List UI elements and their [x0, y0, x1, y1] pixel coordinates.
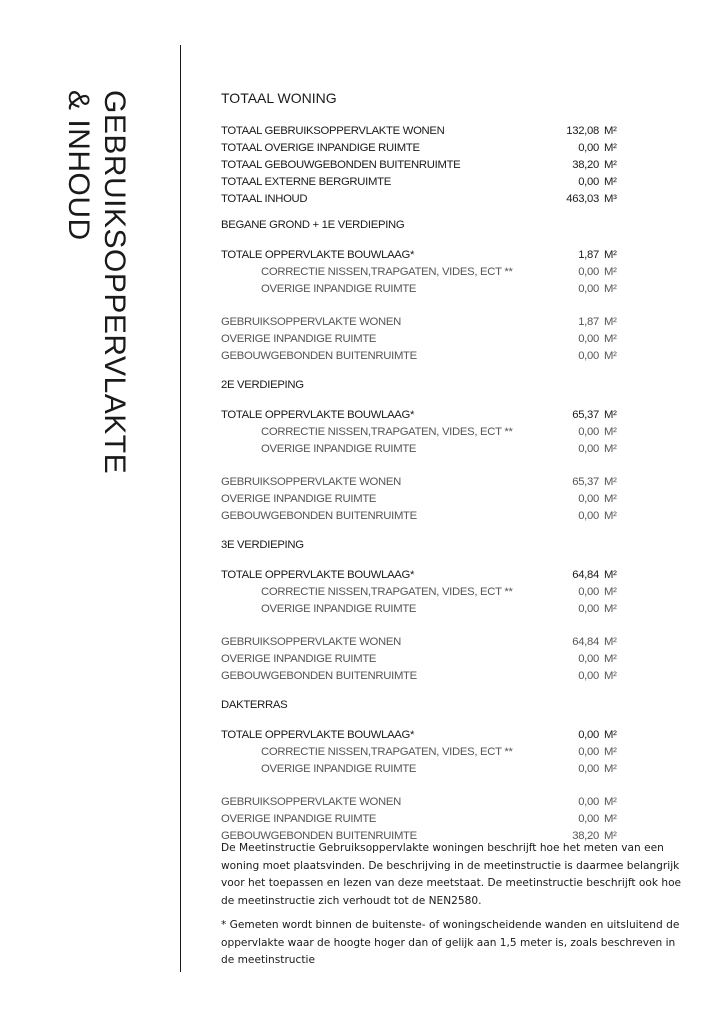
floor-section [221, 217, 621, 364]
row-label: GEBOUWGEBONDEN BUITENRUIMTE [221, 509, 417, 522]
row-unit: M² [604, 762, 617, 775]
row-label: OVERIGE INPANDIGE RUIMTE [221, 492, 377, 505]
row-unit: M² [604, 745, 617, 758]
row-label: CORRECTIE NISSEN,TRAPGATEN, VIDES, ECT ** [261, 425, 513, 438]
floor-row [221, 793, 621, 810]
row-label: GEBOUWGEBONDEN BUITENRUIMTE [221, 349, 417, 362]
row-value: 64,84 [572, 635, 599, 648]
row-unit: M³ [604, 192, 617, 205]
row-label: TOTALE OPPERVLAKTE BOUWLAAG* [221, 728, 415, 741]
row-value: 132,08 [566, 124, 599, 137]
row-unit: M² [604, 175, 617, 188]
floor-title: BEGANE GROND + 1E VERDIEPING [221, 219, 405, 231]
row-unit: M² [604, 141, 617, 154]
row-unit: M² [604, 795, 617, 808]
floor-row [221, 473, 621, 490]
side-title-line1: GEBRUIKSOPPERVLAKTE [98, 90, 131, 475]
floor-sub-row [221, 263, 621, 280]
row-unit: M² [604, 652, 617, 665]
measurement-content [221, 88, 621, 844]
row-value: 0,00 [578, 425, 599, 438]
floor-sub-row [221, 423, 621, 440]
row-value: 0,00 [578, 349, 599, 362]
row-label: OVERIGE INPANDIGE RUIMTE [221, 812, 377, 825]
vertical-divider [180, 45, 181, 972]
row-value: 0,00 [578, 669, 599, 682]
row-label: TOTAAL GEBRUIKSOPPERVLAKTE WONEN [221, 124, 445, 137]
row-value: 0,00 [578, 442, 599, 455]
row-unit: M² [604, 349, 617, 362]
row-value: 463,03 [566, 192, 599, 205]
row-unit: M² [604, 829, 617, 842]
row-value: 0,00 [578, 509, 599, 522]
row-unit: M² [604, 282, 617, 295]
row-label: TOTAAL GEBOUWGEBONDEN BUITENRUIMTE [221, 158, 461, 171]
row-label: CORRECTIE NISSEN,TRAPGATEN, VIDES, ECT ** [261, 585, 513, 598]
row-label: OVERIGE INPANDIGE RUIMTE [261, 762, 417, 775]
row-value: 1,87 [578, 248, 599, 261]
row-unit: M² [604, 568, 617, 581]
floor-row [221, 667, 621, 684]
row-label: OVERIGE INPANDIGE RUIMTE [221, 332, 377, 345]
row-unit: M² [604, 124, 617, 137]
row-value: 0,00 [578, 175, 599, 188]
row-value: 0,00 [578, 745, 599, 758]
row-value: 38,20 [572, 829, 599, 842]
row-label: GEBRUIKSOPPERVLAKTE WONEN [221, 795, 401, 808]
row-unit: M² [604, 635, 617, 648]
floor-section [221, 697, 621, 844]
row-unit: M² [604, 248, 617, 261]
floor-title: DAKTERRAS [221, 699, 288, 711]
row-unit: M² [604, 812, 617, 825]
total-heading: TOTAAL WONING [221, 90, 337, 106]
floor-sub-row [221, 760, 621, 777]
row-unit: M² [604, 585, 617, 598]
row-unit: M² [604, 408, 617, 421]
row-value: 65,37 [572, 408, 599, 421]
side-title-line2: & INHOUD [62, 90, 95, 241]
total-summary [221, 122, 621, 207]
row-label: TOTALE OPPERVLAKTE BOUWLAAG* [221, 408, 415, 421]
summary-row [221, 122, 621, 139]
summary-row [221, 190, 621, 207]
row-unit: M² [604, 509, 617, 522]
floor-row [221, 650, 621, 667]
row-unit: M² [604, 442, 617, 455]
row-label: GEBOUWGEBONDEN BUITENRUIMTE [221, 829, 417, 842]
floor-title: 2E VERDIEPING [221, 379, 304, 391]
row-value: 0,00 [578, 282, 599, 295]
row-label: OVERIGE INPANDIGE RUIMTE [261, 282, 417, 295]
floor-sub-row [221, 600, 621, 617]
floor-section [221, 377, 621, 524]
side-title [60, 90, 132, 474]
row-label: GEBRUIKSOPPERVLAKTE WONEN [221, 315, 401, 328]
row-unit: M² [604, 669, 617, 682]
floor-sub-row [221, 280, 621, 297]
row-value: 0,00 [578, 652, 599, 665]
notes [221, 840, 691, 977]
summary-row [221, 139, 621, 156]
row-value: 0,00 [578, 762, 599, 775]
row-label: CORRECTIE NISSEN,TRAPGATEN, VIDES, ECT ** [261, 265, 513, 278]
floor-sub-row [221, 743, 621, 760]
row-unit: M² [604, 158, 617, 171]
row-unit: M² [604, 728, 617, 741]
summary-row [221, 156, 621, 173]
floor-total-row [221, 726, 621, 743]
floor-sub-row [221, 440, 621, 457]
summary-row [221, 173, 621, 190]
floor-total-row [221, 406, 621, 423]
row-label: OVERIGE INPANDIGE RUIMTE [261, 442, 417, 455]
row-unit: M² [604, 475, 617, 488]
row-value: 0,00 [578, 492, 599, 505]
row-unit: M² [604, 315, 617, 328]
row-value: 0,00 [578, 585, 599, 598]
floor-row [221, 313, 621, 330]
floor-row [221, 633, 621, 650]
row-unit: M² [604, 602, 617, 615]
row-label: GEBOUWGEBONDEN BUITENRUIMTE [221, 669, 417, 682]
floor-row [221, 507, 621, 524]
floor-row [221, 347, 621, 364]
row-value: 0,00 [578, 332, 599, 345]
row-label: TOTALE OPPERVLAKTE BOUWLAAG* [221, 568, 415, 581]
row-label: CORRECTIE NISSEN,TRAPGATEN, VIDES, ECT ** [261, 745, 513, 758]
row-value: 0,00 [578, 265, 599, 278]
row-value: 65,37 [572, 475, 599, 488]
row-unit: M² [604, 425, 617, 438]
row-unit: M² [604, 332, 617, 345]
row-unit: M² [604, 492, 617, 505]
row-label: GEBRUIKSOPPERVLAKTE WONEN [221, 475, 401, 488]
row-unit: M² [604, 265, 617, 278]
floor-title: 3E VERDIEPING [221, 539, 304, 551]
row-value: 64,84 [572, 568, 599, 581]
floor-sub-row [221, 583, 621, 600]
floor-row [221, 810, 621, 827]
row-value: 38,20 [572, 158, 599, 171]
row-label: GEBRUIKSOPPERVLAKTE WONEN [221, 635, 401, 648]
floor-row [221, 490, 621, 507]
row-label: TOTAAL INHOUD [221, 192, 308, 205]
row-value: 0,00 [578, 602, 599, 615]
row-value: 0,00 [578, 795, 599, 808]
row-label: OVERIGE INPANDIGE RUIMTE [221, 652, 377, 665]
row-label: TOTAAL EXTERNE BERGRUIMTE [221, 175, 391, 188]
floor-total-row [221, 566, 621, 583]
note-paragraph: De Meetinstructie Gebruiksoppervlakte woningen beschrijft hoe het meten van een woning moet plaatsvinden. De beschrijving in de meetinstructie is daarmee belangrijk voor het toepassen en lezen van deze meetstaat. De meetinstructie beschrijft ook hoe de meetinstructie zich verhoudt tot de NEN2580. [221, 842, 682, 907]
row-value: 0,00 [578, 728, 599, 741]
row-label: TOTALE OPPERVLAKTE BOUWLAAG* [221, 248, 415, 261]
footnote-paragraph: * Gemeten wordt binnen de buitenste- of woningscheidende wanden en uitsluitend de oppervlakte waar de hoogte hoger dan of gelijk aan 1,5 meter is, zoals beschreven in de meetinstructie [221, 919, 680, 966]
row-value: 0,00 [578, 812, 599, 825]
row-label: OVERIGE INPANDIGE RUIMTE [261, 602, 417, 615]
floor-section [221, 537, 621, 684]
floor-row [221, 330, 621, 347]
row-label: TOTAAL OVERIGE INPANDIGE RUIMTE [221, 141, 420, 154]
row-value: 0,00 [578, 141, 599, 154]
row-value: 1,87 [578, 315, 599, 328]
floor-total-row [221, 246, 621, 263]
